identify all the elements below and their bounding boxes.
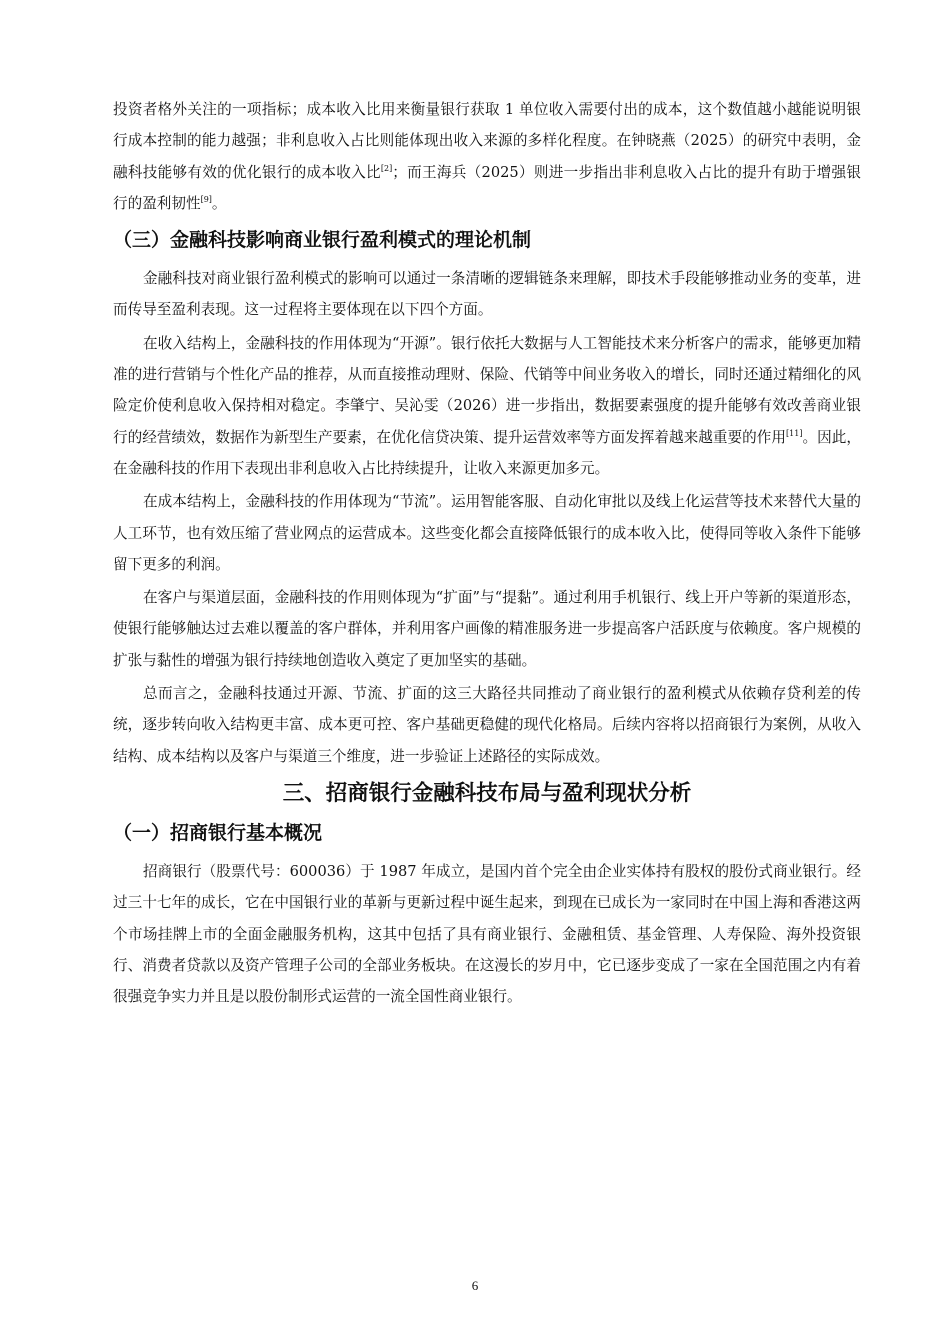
citation-ref: [2] [380,163,393,173]
paragraph-continuation [113,94,861,219]
section-heading-1: （一）招商银行基本概况 [113,821,323,844]
paragraph-text: 投资者格外关注的一项指标；成本收入比用来衡量银行获取 1 单位收入需要付出的成本，这个数值越小越能说明银行成本控制的能力越强；非利息收入占比则能体现出收入来源的多样化程度。在钟晓燕（2025）的研究中表明，金融科技能够有效的优化银行的成本收入比 [113,101,861,181]
paragraph-text: 在收入结构上，金融科技的作用体现为“开源”。银行依托大数据与人工智能技术来分析客户的需求，能够更加精准的进行营销与个性化产品的推荐，从而直接推动理财、保险、代销等中间业务收入的增长，同时还通过精细化的风险定价使利息收入保持相对稳定。李肇宁、吴沁雯（2026）进一步指出，数据要素强度的提升能够有效改善商业银行的经营绩效，数据作为新型生产要素，在优化信贷决策、提升运营效率等方面发挥着越来越重要的作用 [113,334,861,446]
page-content [113,94,861,1014]
paragraph-summary: 总而言之，金融科技通过开源、节流、扩面的这三大路径共同推动了商业银行的盈利模式从依赖存贷利差的传统，逐步转向收入结构更丰富、成本更可控、客户基础更稳健的现代化格局。后续内容将以招商银行为案例，从收入结构、成本结构以及客户与渠道三个维度，进一步验证上述路径的实际成效。 [113,685,861,765]
section-heading-3: （三）金融科技影响商业银行盈利模式的理论机制 [113,229,532,252]
chapter-heading: 三、招商银行金融科技布局与盈利现状分析 [282,780,692,806]
citation-ref: [11] [786,428,803,438]
paragraph-income-structure [113,328,861,484]
citation-ref: [9] [200,195,212,205]
paragraph-cmb-overview: 招商银行（股票代号：600036）于 1987 年成立，是国内首个完全由企业实体持有股权的股份式商业银行。经过三十七年的成长，它在中国银行业的革新与更新过程中诞生起来，到现在已成长为一家同时在中国上海和香港这两个市场挂牌上市的全面金融服务机构，这其中包括了具有商业银行、金融租赁、基金管理、人寿保险、海外投资银行、消费者贷款以及资产管理子公司的全部业务板块。在这漫长的岁月中，它已逐步变成了一家在全国范围之内有着很强竞争实力并且是以股份制形式运营的一流全国性商业银行。 [113,862,861,1006]
paragraph-text: 。 [211,194,227,212]
paragraph-mechanism-intro: 金融科技对商业银行盈利模式的影响可以通过一条清晰的逻辑链条来理解，即技术手段能够推动业务的变革，进而传导至盈利表现。这一过程将主要体现在以下四个方面。 [113,270,861,319]
paragraph-customer-channel: 在客户与渠道层面，金融科技的作用则体现为“扩面”与“提黏”。通过利用手机银行、线上开户等新的渠道形态，使银行能够触达过去难以覆盖的客户群体，并利用客户画像的精准服务进一步提高客户活跃度与依赖度。客户规模的扩张与黏性的增强为银行持续地创造收入奠定了更加坚实的基础。 [113,589,861,669]
paragraph-text: ；而王海兵（2025）则进一步指出非利息收入占比的提升有助于增强银行的盈利韧性 [113,163,861,212]
paragraph-cost-structure: 在成本结构上，金融科技的作用体现为“节流”。运用智能客服、自动化审批以及线上化运营等技术来替代大量的人工环节，也有效压缩了营业网点的运营成本。这些变化都会直接降低银行的成本收入比，使得同等收入条件下能够留下更多的利润。 [113,493,861,573]
paragraph-text: 。因此，在金融科技的作用下表现出非利息收入占比持续提升，让收入来源更加多元。 [113,428,861,477]
page-number: 6 [471,1278,479,1293]
